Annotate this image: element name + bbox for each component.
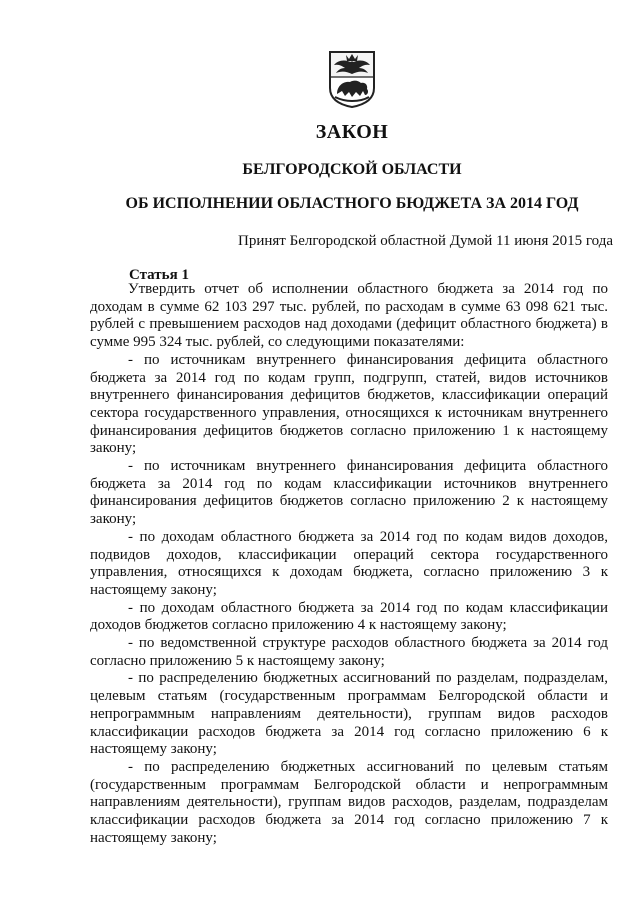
law-subject: ОБ ИСПОЛНЕНИИ ОБЛАСТНОГО БЮДЖЕТА ЗА 2014 ГОД bbox=[125, 195, 579, 212]
paragraph: Утвердить отчет об исполнении областного бюджета за 2014 год по доходам в сумме 62 103 297 тыс. рублей, по расходам в сумме 63 098 621 тыс. рублей с превышением расходов над доходами (дефицит областного бюджета) в сумме 995 324 тыс. рублей, со следующими показателями: bbox=[90, 281, 608, 351]
paragraph: - по источникам внутреннего финансирования дефицита областного бюджета за 2014 год по кодам классификации источников внутреннего финансирования дефицитов бюджетов согласно приложению 2 к настоящему закону; bbox=[90, 458, 608, 528]
paragraph: - по источникам внутреннего финансирования дефицита областного бюджета за 2014 год по кодам групп, подгрупп, статей, видов источников внутреннего финансирования дефицитов бюджетов, классификации операций сектора государственного управления, относящихся к источникам внутреннего финансирования дефицитов бюджетов согласно приложению 1 к настоящему закону; bbox=[90, 351, 608, 457]
law-title: ЗАКОН bbox=[315, 121, 389, 143]
article-heading: Статья 1 bbox=[129, 267, 189, 283]
paragraph: - по распределению бюджетных ассигнований по целевым статьям (государственным программам Белгородской области и непрограммным направлениям деятельности), группам видов расходов, разделам, подразделам классификации расходов бюджета за 2014 год согласно приложению 7 к настоящему закону; bbox=[90, 758, 608, 846]
paragraph: - по доходам областного бюджета за 2014 год по кодам классификации доходов бюджетов согласно приложению 4 к настоящему закону; bbox=[90, 599, 608, 634]
article-body bbox=[90, 281, 608, 848]
coat-of-arms-icon bbox=[327, 50, 377, 108]
paragraph: - по ведомственной структуре расходов областного бюджета за 2014 год согласно приложению 5 к настоящему закону; bbox=[90, 635, 608, 669]
paragraph: - по распределению бюджетных ассигнований по разделам, подразделам, целевым статьям (государственным программам Белгородской области и непрограммным направлениям деятельности), группам видов расходов классификации расходов бюджета за 2014 год согласно приложению 6 к настоящему закону; bbox=[90, 670, 608, 758]
region-title: БЕЛГОРОДСКОЙ ОБЛАСТИ bbox=[242, 161, 462, 178]
adoption-line: Принят Белгородской областной Думой 11 июня 2015 года bbox=[238, 233, 613, 249]
paragraph: - по доходам областного бюджета за 2014 год по кодам видов доходов, подвидов доходов, классификации операций сектора государственного управления, относящихся к доходам бюджета, согласно приложению 3 к настоящему закону; bbox=[90, 528, 608, 598]
